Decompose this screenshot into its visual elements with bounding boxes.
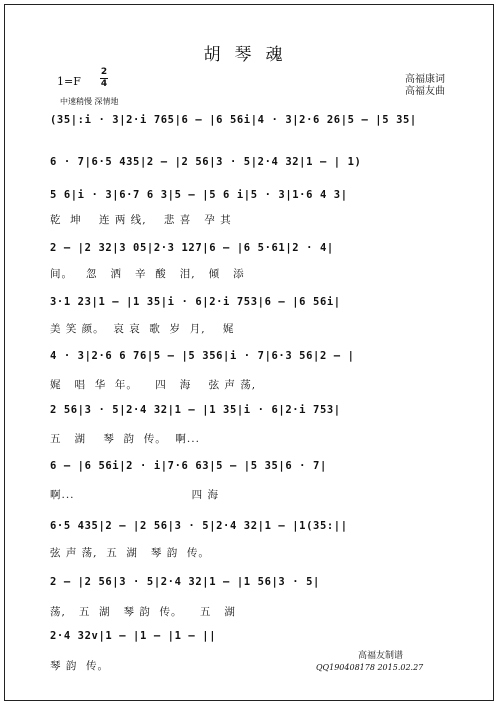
engraver-credit: 高福友制谱 (358, 651, 404, 661)
lyrics-row: 五 湖 琴 韵 传。 啊... (50, 433, 200, 445)
time-signature-top: 2 (100, 67, 108, 77)
lyrics-row: 娓 唱 华 年。 四 海 弦 声 荡, (50, 379, 257, 391)
notation-row: 2 – |2 56|3 · 5|2·4 32|1 – |1 56|3 · 5| (50, 576, 320, 588)
composer-credit: 高福友曲 (405, 86, 445, 97)
notation-row: 2 – |2 32|3 05|2·3 127|6 – |6 5·61|2 · 4| (50, 242, 334, 254)
notation-row: 2 56|3 · 5|2·4 32|1 – |1 35|i · 6|2·i 753| (50, 404, 341, 416)
lyrics-row: 荡, 五 湖 琴 韵 传。 五 湖 (50, 606, 236, 618)
notation-row: 4 · 3|2·6 6 76|5 – |5 356|i · 7|6·3 56|2 – | (50, 350, 355, 362)
lyrics-row: 美 笑 颜。 哀 哀 歌 岁 月, 娓 (50, 323, 235, 335)
tempo-marking: 中速稍慢 深情地 (60, 97, 119, 106)
lyrics-row: 啊... 四 海 (50, 489, 219, 501)
song-title: 胡琴魂 (203, 45, 297, 65)
lyrics-row: 间。 忽 洒 辛 酸 泪, 倾 添 (50, 268, 245, 280)
notation-row: 3·1 23|1 – |1 35|i · 6|2·i 753|6 – |6 56i| (50, 296, 341, 308)
notation-row: 6·5 435|2 – |2 56|3 · 5|2·4 32|1 – |1(35:|| (50, 520, 348, 532)
lyrics-row: 乾 坤 连 两 线, 悲 喜 孕 其 (50, 214, 232, 226)
key-signature: 1=F (57, 75, 81, 88)
notation-row: 6 · 7|6·5 435|2 – |2 56|3 · 5|2·4 32|1 – | 1) (50, 156, 362, 168)
notation-row: 5 6|i · 3|6·7 6 3|5 – |5 6 i|5 · 3|1·6 4 3| (50, 189, 348, 201)
qq-and-date: QQ190408178 2015.02.27 (316, 663, 424, 672)
notation-row: 2·4 32v|1 – |1 – |1 – || (50, 630, 217, 642)
notation-row: 6 – |6 56i|2 · i|7·6 63|5 – |5 35|6 · 7| (50, 460, 327, 472)
time-signature-bottom: 4 (100, 79, 108, 89)
lyrics-row: 弦 声 荡, 五 湖 琴 韵 传。 (50, 547, 210, 559)
time-signature (100, 68, 108, 89)
lyricist-credit: 高福康词 (405, 74, 445, 85)
lyrics-row: 琴 韵 传。 (50, 660, 110, 672)
notation-row: (35|:i · 3|2·i 765|6 – |6 56i|4 · 3|2·6 26|5 – |5 35| (50, 114, 417, 126)
